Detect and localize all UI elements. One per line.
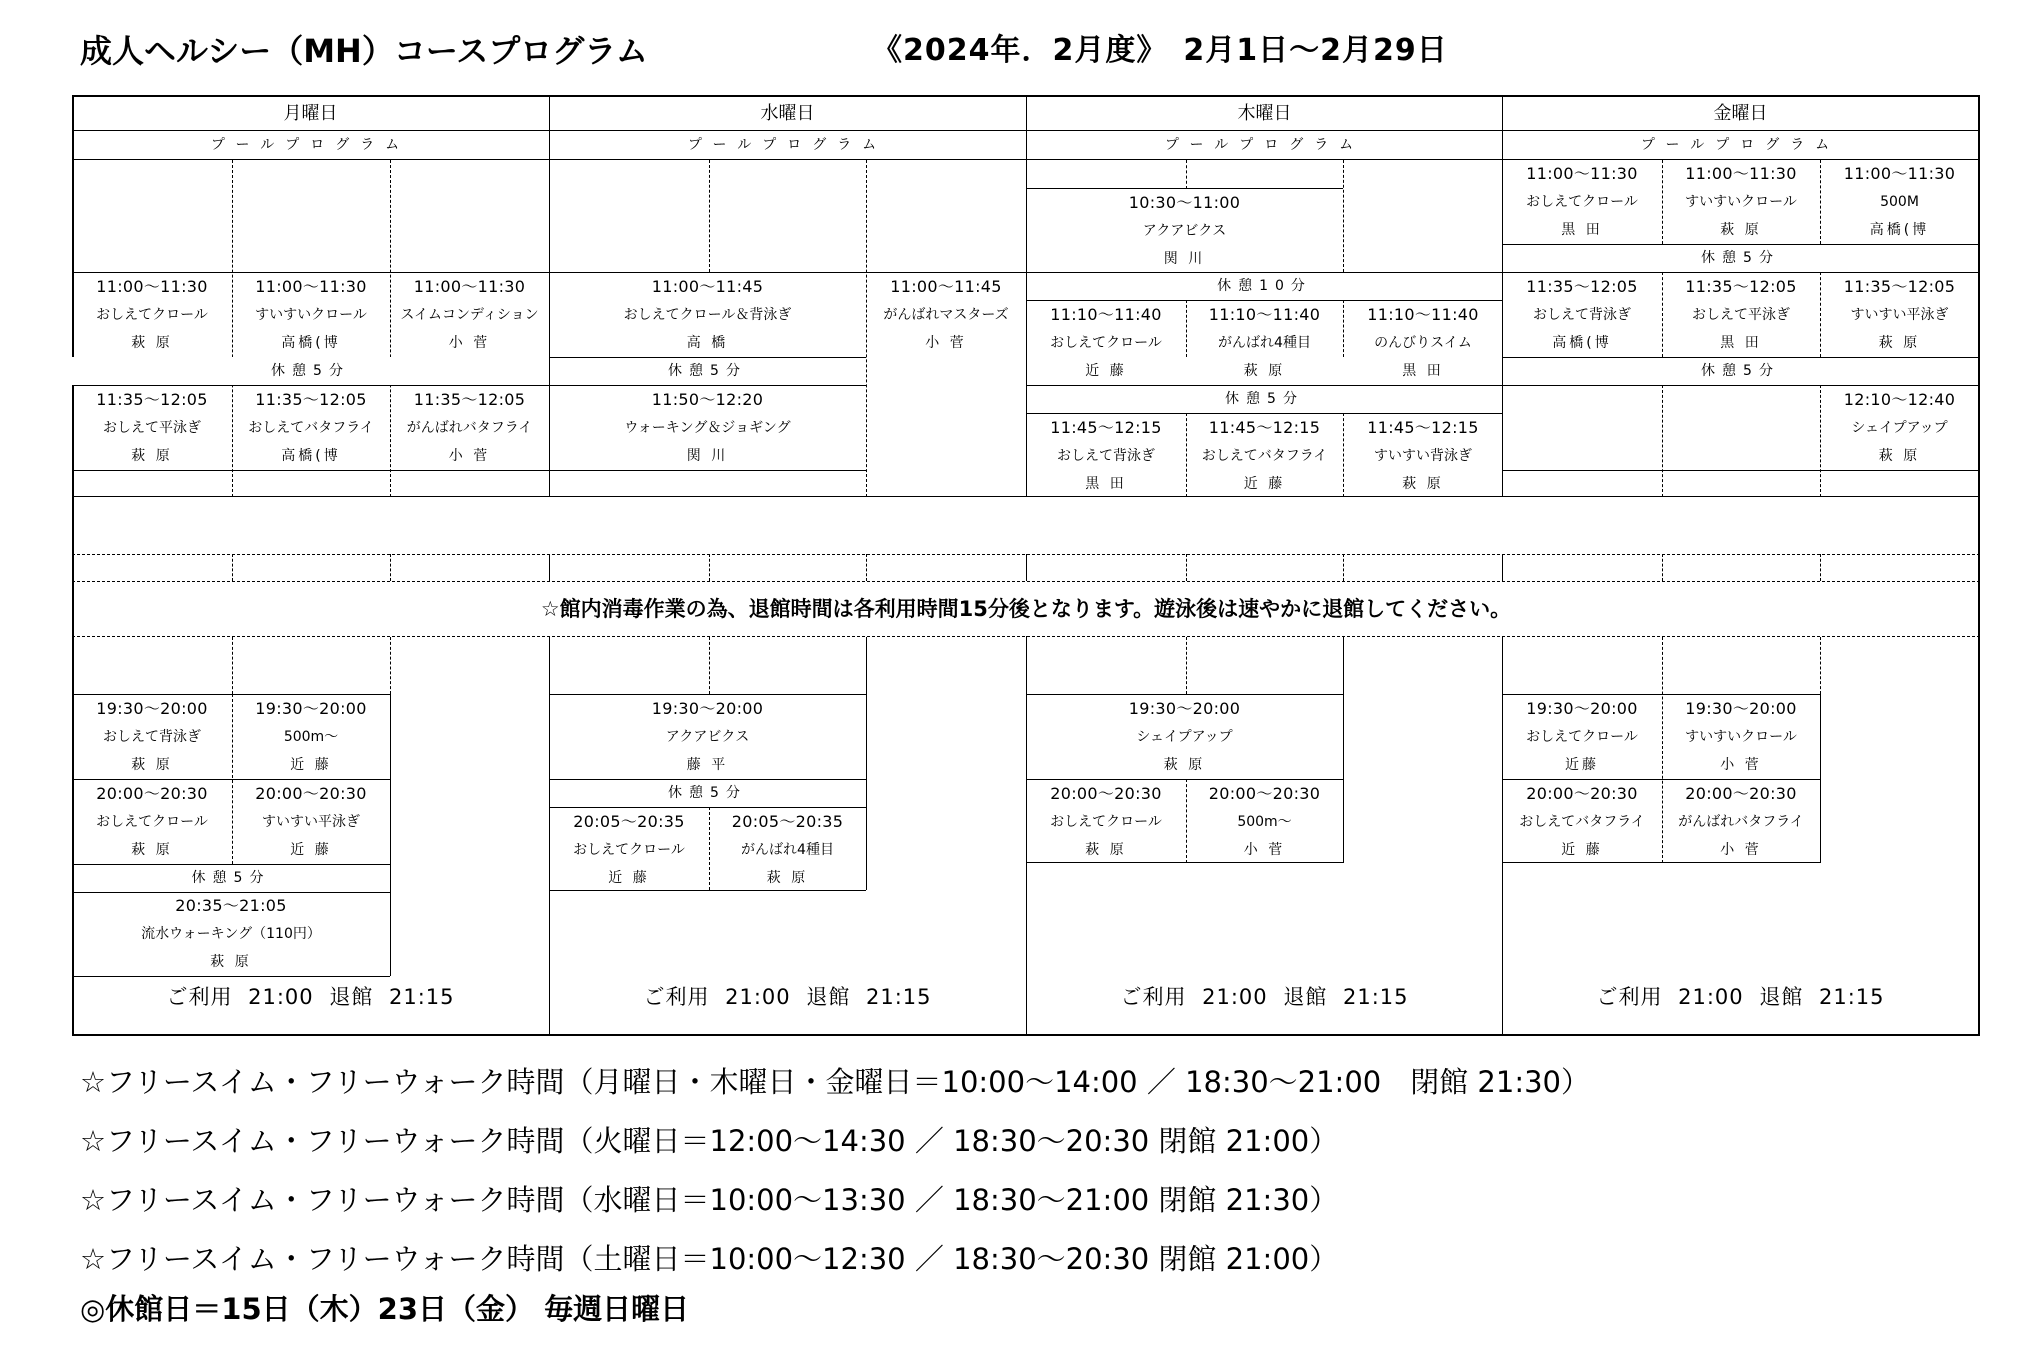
pool-program-label: プールプログラム: [210, 137, 411, 153]
class-time: 20:00～20:30: [1526, 784, 1638, 803]
class-time: 11:35～12:05: [1526, 277, 1638, 296]
col-border: [1343, 637, 1344, 863]
notice-text: ☆館内消毒作業の為、退館時間は各利用時間15分後となります。遊泳後は速やかに退館してください。: [540, 597, 1512, 621]
class-name: おしえてクロール＆背泳ぎ: [623, 307, 792, 323]
class-instructor: 萩 原: [1878, 335, 1921, 351]
class-name: がんばれ4種目: [741, 842, 834, 858]
class-name: おしえてバタフライ: [1201, 448, 1328, 464]
class-name: すいすいクロール: [1685, 729, 1797, 745]
class-time: 19:30～20:00: [651, 699, 764, 718]
class-time: 11:00～11:30: [1843, 164, 1956, 183]
class-time: 11:00～11:30: [96, 277, 208, 296]
class-name: すいすいクロール: [255, 307, 367, 323]
class-instructor: 萩 原: [210, 954, 252, 970]
class-time: 10:30～11:00: [1128, 193, 1241, 212]
class-time: 20:00～20:30: [1050, 784, 1162, 803]
class-time: 20:00～20:30: [96, 784, 208, 803]
class-instructor: 黒 田: [1561, 222, 1603, 238]
class-name: がんばれ4種目: [1218, 335, 1311, 351]
class-instructor: 萩 原: [1243, 363, 1286, 379]
class-name: ウォーキング＆ジョギング: [624, 420, 791, 436]
day-header-monday: 月曜日: [283, 103, 338, 124]
class-time: 20:00～20:30: [1208, 784, 1321, 803]
class-time: 19:30～20:00: [96, 699, 208, 718]
class-instructor: 萩 原: [1878, 448, 1921, 464]
col-divider: [1343, 160, 1344, 272]
class-name: おしえてクロール: [96, 307, 208, 323]
class-instructor: 近 藤: [290, 757, 332, 773]
class-instructor: 萩 原: [766, 870, 809, 886]
class-instructor: 高 橋: [686, 335, 729, 351]
page-title: 成人ヘルシー（MH）コースプログラム: [80, 32, 648, 70]
col-border: [390, 694, 391, 976]
day-header-friday: 金曜日: [1713, 103, 1768, 124]
class-instructor: 萩 原: [131, 757, 173, 773]
break-label: 休憩5分: [72, 357, 549, 385]
class-name: 500m～: [283, 729, 339, 745]
col-divider: [1820, 637, 1821, 694]
class-name: おしえて平泳ぎ: [103, 420, 201, 436]
class-name: おしえてクロール: [96, 814, 208, 830]
free-swim-line: ☆フリースイム・フリーウォーク時間（水曜日＝10:00～13:30 ／ 18:30～21:00 閉館 21:30）: [80, 1183, 1339, 1217]
break-label: 休憩5分: [668, 363, 747, 379]
gap-col-divider: [1662, 554, 1663, 581]
schedule-period: 《2024年．2月度》 2月1日～2月29日: [872, 33, 1448, 68]
break-label: 休憩5分: [1701, 250, 1780, 266]
col-divider: [709, 160, 710, 272]
class-name: がんばれバタフライ: [406, 420, 533, 436]
col-divider: [390, 637, 391, 694]
free-swim-line: ☆フリースイム・フリーウォーク時間（月曜日・木曜日・金曜日＝10:00～14:00 ／ 18:30～21:00 閉館 21:30）: [80, 1065, 1591, 1099]
class-time: 20:00～20:30: [255, 784, 367, 803]
closing-time: ご利用 21:00 退館 21:15: [166, 985, 455, 1009]
class-name: すいすい平泳ぎ: [1850, 307, 1949, 323]
class-name: おしえてバタフライ: [1519, 814, 1645, 830]
class-instructor: 萩 原: [1085, 842, 1127, 858]
closing-time: ご利用 21:00 退館 21:15: [1596, 985, 1885, 1009]
class-time: 11:45～12:15: [1208, 418, 1321, 437]
class-time: 20:05～20:35: [731, 812, 844, 831]
class-time: 11:00～11:30: [255, 277, 367, 296]
class-instructor: 小 菅: [448, 335, 491, 351]
class-instructor: 黒 田: [1720, 335, 1762, 351]
free-swim-line: ☆フリースイム・フリーウォーク時間（土曜日＝10:00～12:30 ／ 18:30～20:30 閉館 21:00）: [80, 1242, 1339, 1276]
class-time: 11:35～12:05: [96, 390, 208, 409]
class-instructor: 関 川: [1163, 251, 1206, 267]
class-time: 12:10～12:40: [1843, 390, 1956, 409]
class-time: 11:10～11:40: [1208, 305, 1321, 324]
class-instructor: 黒 田: [1402, 363, 1444, 379]
class-name: おしえてクロール: [1050, 335, 1162, 351]
day-separator: [549, 554, 550, 581]
class-name: がんばれバタフライ: [1678, 814, 1804, 830]
col-border: [1820, 694, 1821, 863]
day-header-wednesday: 水曜日: [760, 103, 815, 124]
class-name: アクアビクス: [1142, 223, 1227, 239]
class-instructor: 萩 原: [131, 842, 173, 858]
class-instructor: 高橋(博: [1869, 222, 1930, 238]
class-name: おしえてクロール: [1050, 814, 1162, 830]
class-name: おしえて平泳ぎ: [1692, 307, 1790, 323]
class-instructor: 藤 平: [686, 757, 729, 773]
col-divider: [709, 637, 710, 694]
class-name: おしえてクロール: [1526, 194, 1638, 210]
class-time: 11:45～12:15: [1367, 418, 1479, 437]
pool-program-label: プールプログラム: [1640, 137, 1841, 153]
gap-col-divider: [232, 554, 233, 581]
class-name: シェイプアップ: [1851, 420, 1948, 436]
row-line: [549, 470, 866, 471]
class-time: 19:30～20:00: [255, 699, 367, 718]
break-label: 休憩5分: [668, 785, 747, 801]
class-time: 11:00～11:30: [413, 277, 526, 296]
day-separator: [1502, 554, 1503, 581]
class-instructor: 萩 原: [1402, 476, 1444, 492]
class-instructor: 小 菅: [1243, 842, 1286, 858]
break-label: 休憩5分: [1701, 363, 1780, 379]
class-name: 500m～: [1237, 814, 1292, 830]
class-time: 11:35～12:05: [255, 390, 367, 409]
pool-program-label: プールプログラム: [1164, 137, 1365, 153]
free-swim-line: ☆フリースイム・フリーウォーク時間（火曜日＝12:00～14:30 ／ 18:30～20:30 閉館 21:00）: [80, 1124, 1339, 1158]
gap-col-divider: [866, 554, 867, 581]
gap-col-divider: [1820, 554, 1821, 581]
gap-col-divider: [1186, 554, 1187, 581]
break-label: 休憩5分: [191, 870, 271, 886]
class-instructor: 小 菅: [925, 335, 967, 351]
break-label: 休憩5分: [1225, 391, 1304, 407]
col-border: [866, 637, 867, 890]
closing-time: ご利用 21:00 退館 21:15: [1120, 985, 1409, 1009]
class-name: おしえてクロール: [1526, 729, 1638, 745]
class-instructor: 高橋(博: [281, 335, 341, 351]
class-name: シェイプアップ: [1136, 729, 1233, 745]
class-name: スイムコンディション: [400, 307, 539, 323]
class-instructor: 高橋(博: [1552, 335, 1612, 351]
class-name: おしえて背泳ぎ: [1057, 448, 1155, 464]
class-time: 11:00～11:45: [651, 277, 764, 296]
class-time: 11:00～11:45: [890, 277, 1002, 296]
class-name: すいすい平泳ぎ: [262, 814, 360, 830]
col-divider: [1662, 385, 1663, 497]
class-time: 11:50～12:20: [651, 390, 764, 409]
class-instructor: 萩 原: [1720, 222, 1762, 238]
class-time: 11:45～12:15: [1050, 418, 1162, 437]
gap-col-divider: [390, 554, 391, 581]
class-name: おしえてバタフライ: [248, 420, 374, 436]
class-time: 11:35～12:05: [1843, 277, 1956, 296]
class-instructor: 関 川: [686, 448, 729, 464]
class-name: すいすい背泳ぎ: [1374, 448, 1472, 464]
day-separator: [1026, 554, 1027, 581]
col-divider: [1186, 637, 1187, 694]
class-name: 流水ウォーキング（110円）: [141, 926, 321, 942]
class-time: 20:35～21:05: [175, 896, 287, 915]
row-line: [1502, 470, 1979, 471]
closing-time: ご利用 21:00 退館 21:15: [643, 985, 932, 1009]
gap-col-divider: [1343, 554, 1344, 581]
class-name: おしえて背泳ぎ: [1533, 307, 1631, 323]
class-time: 11:00～11:30: [1685, 164, 1797, 183]
class-time: 19:30～20:00: [1526, 699, 1638, 718]
class-instructor: 小 菅: [1720, 757, 1762, 773]
pool-program-label: プールプログラム: [687, 137, 888, 153]
gap-col-divider: [709, 554, 710, 581]
class-time: 11:10～11:40: [1367, 305, 1479, 324]
col-divider: [1186, 160, 1187, 189]
class-name: おしえてクロール: [573, 842, 685, 858]
class-name: アクアビクス: [665, 729, 750, 745]
class-instructor: 萩 原: [131, 448, 173, 464]
class-time: 11:10～11:40: [1050, 305, 1162, 324]
class-instructor: 近藤: [1565, 757, 1599, 773]
class-instructor: 高橋(博: [281, 448, 341, 464]
class-instructor: 萩 原: [131, 335, 173, 351]
row-line: [72, 470, 549, 471]
class-name: 500M: [1880, 194, 1919, 210]
class-time: 19:30～20:00: [1128, 699, 1241, 718]
class-instructor: 近 藤: [1085, 363, 1127, 379]
class-time: 11:00～11:30: [1526, 164, 1638, 183]
class-instructor: 黒 田: [1085, 476, 1127, 492]
break-label: 休憩10分: [1217, 278, 1312, 294]
class-instructor: 萩 原: [1163, 757, 1206, 773]
col-divider: [232, 637, 233, 694]
holiday-info: ◎休館日＝15日（木）23日（金） 毎週日曜日: [80, 1292, 690, 1326]
class-time: 20:05～20:35: [573, 812, 685, 831]
class-name: すいすいクロール: [1685, 194, 1797, 210]
class-instructor: 小 菅: [448, 448, 491, 464]
class-instructor: 近 藤: [1561, 842, 1603, 858]
class-instructor: 近 藤: [608, 870, 650, 886]
class-time: 20:00～20:30: [1685, 784, 1797, 803]
class-time: 19:30～20:00: [1685, 699, 1797, 718]
class-instructor: 小 菅: [1720, 842, 1762, 858]
class-name: がんばれマスターズ: [883, 307, 1009, 323]
class-name: おしえて背泳ぎ: [103, 729, 201, 745]
class-time: 11:35～12:05: [1685, 277, 1797, 296]
class-instructor: 近 藤: [290, 842, 332, 858]
class-name: のんびりスイム: [1374, 335, 1472, 351]
class-time: 11:35～12:05: [413, 390, 526, 409]
class-instructor: 近 藤: [1243, 476, 1286, 492]
day-header-thursday: 木曜日: [1237, 103, 1292, 124]
